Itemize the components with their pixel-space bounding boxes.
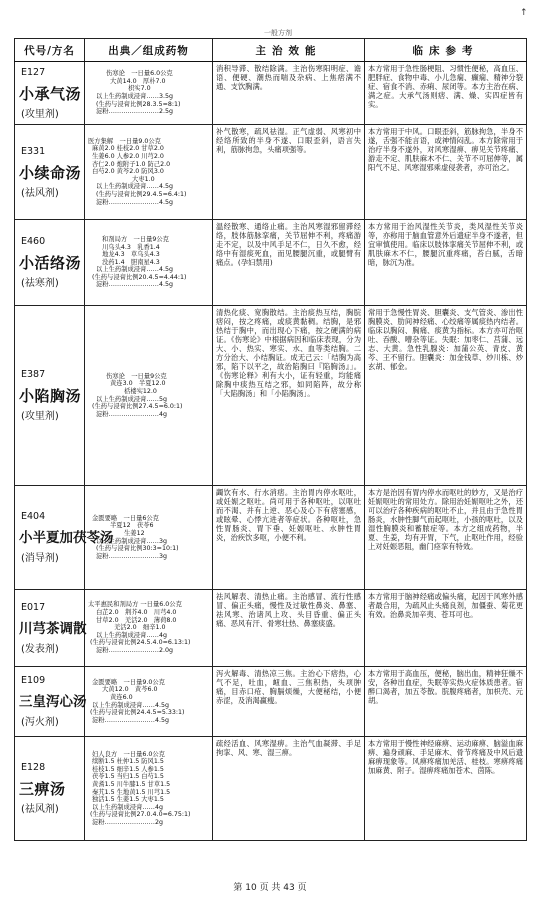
effects-cell: 消积导滞、散结除满。主治伤寒阳明症、谵语、便硬、潮热而喘及杂病、上焦痞满不通、支饮胸满。	[213, 62, 365, 125]
composition-line: 伤寒论 一日量6.0公克	[106, 70, 173, 78]
composition-line: 独活1.5 生姜1.5 大枣1.5	[92, 796, 164, 804]
formula-name: 小承气汤	[19, 84, 82, 103]
composition-line: (生药与浸膏比例24.4.5=5.33:1)	[90, 709, 185, 717]
table-row	[15, 737, 527, 841]
composition-line: 枳实7.0	[128, 85, 151, 93]
composition-line: 淀粉……………………4.5g	[96, 281, 173, 289]
composition-line: 淀粉……………………2.5g	[96, 108, 173, 116]
composition-line: 淀粉……………………2g	[92, 818, 163, 826]
section-title: 一般方剂	[264, 29, 292, 37]
clinical-cell: 常用于急慢性胃炎、胆囊炎、支气管炎、渗出性胸膜炎、肋间神经痛、心绞痛等属痰热内结者。临床以胸闷、胸痛、痰黄为指标。本方亦可治呕吐、吞酸、嘈杂等证。失眠：加枣仁、莒蒲、远志、大黄。急性乳腺炎：加蒲公英、青皮、黄芩、王不留行。胆囊炎：加金钱草、炒川栋、炒玄胡、郁金。	[365, 306, 527, 486]
composition-line: 淀粉……………………4g	[96, 410, 167, 418]
composition-line: 以上生药制成浸膏……4.5g	[92, 701, 169, 709]
composition-line: 以上生药制成浸膏……3g	[96, 537, 167, 545]
formula-type: (祛风剂)	[21, 804, 59, 815]
effects-cell: 祛风解表、清热止痛。主治感冒、流行性感冒、偏正头痛，慢性及过敏性鼻炎、鼻塞、祛风寒、治诸风上攻、头目昏重、偏正头痛、恶风有汗、骨寒壮热、鼻塞痰盛。	[213, 590, 365, 667]
formula-id-cell	[15, 590, 85, 667]
formula-code: E387	[21, 369, 46, 380]
composition-line: 茯苓1.5 当归1.5 白芍1.5	[92, 773, 164, 781]
composition-line: (生药与浸膏比例29.4.5=6.4:1)	[96, 190, 187, 198]
composition-line: 金匮要略 一日量6公克	[92, 514, 159, 522]
formula-type: (攻里剂)	[21, 411, 59, 422]
formula-type: (发表剂)	[21, 643, 59, 655]
composition-line: 大黄14.0 厚朴7.0	[110, 77, 166, 85]
composition-line: 大黄12.0 黄芩6.0	[102, 686, 158, 694]
composition-cell	[85, 306, 213, 486]
composition-line: 以上生药制成浸膏……4g	[96, 631, 167, 639]
corner-mark: ↑	[520, 8, 528, 18]
table-row	[15, 486, 527, 590]
formula-name: 川芎茶调散	[19, 620, 87, 637]
composition-line: 羌活2.0 细辛1.0	[114, 624, 166, 632]
composition-cell	[85, 667, 213, 737]
table-row	[15, 125, 527, 220]
composition-line: 没药1.4 胆南星4.3	[102, 258, 160, 266]
formula-code: E128	[21, 762, 46, 773]
table-row	[15, 590, 527, 667]
composition-line: 淀粉……………………4.5g	[92, 716, 169, 724]
composition-line: 医方集解 一日量9.0公克	[88, 137, 161, 145]
clinical-cell: 本方常用于高血压，便秘，脑出血，精神狂燥不安，各种出血症，失眠等实热火症体质患者。宿醉口渴者，加五苓散。脘腹疼痛者，加枳壳、元胡。	[365, 667, 527, 737]
composition-line: 伤寒论 一日量9公克	[106, 372, 167, 380]
formula-type: (泻火剂)	[21, 717, 59, 728]
clinical-cell: 本方常用于脑神经痛或偏头痛，起因于风寒外感者最合用，为疏风止头痛良剂，加僵蚕、菊花更有效。治鼻炎加辛夷、苍耳可也。	[365, 590, 527, 667]
composition-line: 淀粉……………………4.5g	[96, 198, 173, 206]
composition-cell	[85, 737, 213, 841]
composition-line: 杏仁2.0 炮附子1.0 防己2.0	[92, 160, 171, 168]
clinical-cell: 本方常用于治风湿性关节炎，类风湿性关节炎等，亦称用于脑血管意外后遗症半身不遂者，但宜审慎使用。临床以肢体挛痛关节屈伸不利，或肌肤麻木不仁，腰腿沉重疼痛，苔白腻，舌暗暗，脉沉为准。	[365, 220, 527, 306]
composition-line: 以上生药制成浸膏……3.5g	[96, 93, 173, 100]
page-number: 第 10 页 共 43 页	[233, 883, 307, 893]
formula-id-cell	[15, 737, 85, 841]
composition-line: 川乌头4.3 乳香1.4	[102, 243, 160, 251]
composition-line: 地龙4.3 草乌头4.3	[102, 251, 160, 259]
composition-line: 生姜12	[124, 529, 145, 537]
composition-line: 太平惠民和剂局方 一日量6.0公克	[88, 601, 182, 609]
composition-line: 妇人良方 一日量6.0公克	[92, 750, 165, 758]
formula-type: (攻里剂)	[21, 108, 59, 120]
composition-cell	[85, 125, 213, 220]
formula-name: 小续命汤	[19, 163, 82, 182]
formula-code: E109	[21, 675, 46, 686]
column-header-code-name: 代号/方名	[15, 39, 85, 62]
composition-line: 以上生药制成浸膏……4g	[92, 803, 163, 811]
composition-line: 白芷2.0 荆芥4.0 川芎4.0	[96, 609, 177, 617]
clinical-cell: 本方常用于中风。口眼歪斜，筋脉拘急，半身不遂，舌强不能言语，或神情闷乱。本方除常用于治疗半身不遂外，对风寒湿痹、痹见关节疼痛、游走不定、肌肤麻木不仁、关节不可屈伸等，属阳气不足、风寒湿邪乘虚侵袭者，亦可治之。	[365, 125, 527, 220]
composition-line: 麻黄2.0 桂枝2.0 甘草2.0	[92, 145, 164, 153]
composition-line: 生姜6.0 人参2.0 川芎2.0	[92, 153, 164, 161]
clinical-cell: 本方常用于慢性神经麻痹、运动麻痹、脑溢血麻痹、遍身顽麻、手足麻木、骨节疼痛及中风后遗麻痹现象等。风痹疼痛加羌活、桂枝。寒痹疼痛加麻黄、附子。湿痹疼痛加苍术、茵陈。	[365, 737, 527, 841]
effects-cell: 补气散寒，疏风祛湿。正气虚弱、风寒初中经络所致的半身不遂、口眼歪斜，语言失利，筋脉拘急，头痛项强等。	[213, 125, 365, 220]
formula-id-cell	[15, 306, 85, 486]
composition-line: 续断1.5 杜仲1.5 防风1.5	[92, 758, 164, 766]
formula-type: (消导剂)	[21, 553, 59, 564]
composition-line: 淀粉……………………3g	[96, 552, 167, 560]
composition-line: (生药与浸膏比例27.0.4.0=6.75:1)	[90, 811, 191, 819]
formula-id-cell	[15, 62, 85, 125]
formula-type: (祛风剂)	[21, 187, 59, 199]
formula-id-cell	[15, 125, 85, 220]
column-header-effects: 主治效能	[213, 39, 365, 62]
formula-code: E017	[21, 601, 46, 613]
table-row	[15, 220, 527, 306]
clinical-cell: 本方常用于急性肠梗阻、习惯性便秘，高血压、肥胖症、食物中毒、小儿急痫、癫痫、精神分裂症、宿食不消、赤痢、尿闭等。本方主治在病、满之症。大承气汤则痞、满、燥、实四症皆有实。	[365, 62, 527, 125]
composition-line: 淀粉……………………2.0g	[96, 646, 173, 654]
formula-name: 三皇泻心汤	[19, 694, 87, 710]
table-row	[15, 62, 527, 125]
column-header-composition: 出典／组成药物	[85, 39, 213, 62]
table-header-row	[15, 39, 527, 62]
formula-code: E460	[21, 236, 46, 247]
composition-line: (生药与浸膏比例24.5.4.0=6.13:1)	[90, 639, 191, 647]
composition-line: 以上生药制成浸膏……5g	[96, 395, 167, 403]
composition-line: 甘草2.0 羌活2.0 薄荷8.0	[96, 616, 177, 624]
composition-line: 大枣1.0	[132, 175, 155, 183]
composition-line: 秦艽1.5 生地黄1.5 川芎1.5	[92, 788, 171, 796]
column-header-clinical: 临床参考	[365, 39, 527, 62]
composition-line: (生药与浸膏比例28.3.5=8:1)	[96, 100, 181, 108]
effects-cell: 泻火解毒、清热凉三焦。主治心下痞热，心气不足，吐血，衄血、三焦积热，头项肿痛，目赤口疮、胸膈烦燥，大便秘结，小便赤涩，及消渴赢瘦。	[213, 667, 365, 737]
composition-line: 黄连3.0 半夏12.0	[110, 380, 166, 388]
composition-line: 金匮要略 一日量9.0公克	[92, 678, 165, 686]
composition-line: 黄连6.0	[110, 693, 133, 701]
composition-line: 白芍2.0 黄芩2.0 防风3.0	[92, 168, 164, 176]
formula-name: 小活络汤	[19, 254, 82, 272]
page-header	[0, 0, 540, 40]
formula-code: E404	[21, 511, 46, 522]
composition-line: (生药与浸膏比例20.4.5=4.44:1)	[92, 273, 187, 281]
effects-cell: 温经散寒、通络止痛。主治风寒湿邪留滞经络，肢体筋脉挛痛，关节屈伸不利，疼痛游走不定，以及中风手足不仁，日久不愈，经络中有湿痰死血，而见腰腿沉重，或腿臂有痛点。(孕妇禁用)	[213, 220, 365, 306]
clinical-cell: 本方是治因有胃内停水而呕吐的妙方，又是治疗妊娠呕吐的常用处方。除用治妊娠呕吐之外，还可以治疗各种疾病的呕吐不止，并且由于急性胃肠炎，水肿性脚气而起呕吐，小孩的呕吐，以及湿性胸膜炎和蓄脓症等。本方之组成药物，半夏、生姜，均有开胃，下气，止呕吐作用，经验上对妊娠恶阻，幽门痉挛有特效。	[365, 486, 527, 590]
effects-cell: 疏经活血、风寒湿痹。主治气血凝滞、手足拘挛、风、寒、湿三痹。	[213, 737, 365, 841]
formula-type: (祛寒剂)	[21, 278, 59, 289]
effects-cell: 蠲饮有水、行水消痞。主治胃内停水呕吐，或妊娠之呕吐。尚可用于各种呕吐，以呕吐而不渴、并有上逆、恶心及心下有痞塞感，或眩晕、心悸亢进者等症状。各种呕吐，急性胃肠炎、胃下垂、妊娠呕吐、水肿性胃炎，治疾饮多呕，小便不利。	[213, 486, 365, 590]
composition-cell	[85, 220, 213, 306]
composition-line: 和剂局方 一日量9公克	[102, 235, 169, 243]
formula-id-cell	[15, 220, 85, 306]
composition-cell	[85, 590, 213, 667]
composition-line: (生药与浸膏比例27.4.5=6.0:1)	[92, 403, 183, 411]
composition-line: (生药与浸膏比例30:3=10:1)	[96, 545, 179, 553]
effects-cell: 清热化痰、宽胸散结。主治痰热互结，胸脘痞闷，按之疼痛，或痰黄黏稠。结胸，是邪热结于胸中，而出现心下痛，按之硬满的病证。《伤寒论》中根据病因和临床表现，分为大、小、热实、寒实、水、血等类结胸。二方分治大、小结胸证。成无己云：「结胸为高邪，陷下以平之，故治陷胸曰『陷胸汤』」。《伤寒论释》利有大小，证有轻重，均能痛除胸中痰热互结之邪，如同陷阵，故分称「大陷胸汤」和「小陷胸汤」。	[213, 306, 365, 486]
composition-line: 栝楼实12.0	[124, 387, 157, 395]
composition-line: 以上生药制成浸膏……4.5g	[96, 266, 173, 274]
formula-id-cell	[15, 667, 85, 737]
composition-line: 以上生药制成浸膏……4.5g	[96, 183, 173, 191]
formula-name: 小半夏加茯苓汤	[19, 530, 114, 546]
composition-line: 黄耆1.5 川牛膝1.5 甘草1.5	[92, 780, 171, 788]
formula-code: E127	[21, 66, 46, 78]
formula-code: E331	[21, 145, 46, 157]
formula-name: 三痹汤	[19, 780, 66, 798]
formula-id-cell	[15, 486, 114, 590]
formula-name: 小陷胸汤	[19, 387, 82, 405]
table-row	[15, 306, 527, 486]
prescription-table	[14, 38, 527, 841]
table-row	[15, 667, 527, 737]
composition-line: 半夏12 茯苓6	[110, 522, 154, 530]
composition-cell	[85, 62, 213, 125]
composition-cell	[85, 486, 213, 590]
composition-line: 桂枝1.5 细辛1.5 人参1.5	[92, 765, 164, 773]
